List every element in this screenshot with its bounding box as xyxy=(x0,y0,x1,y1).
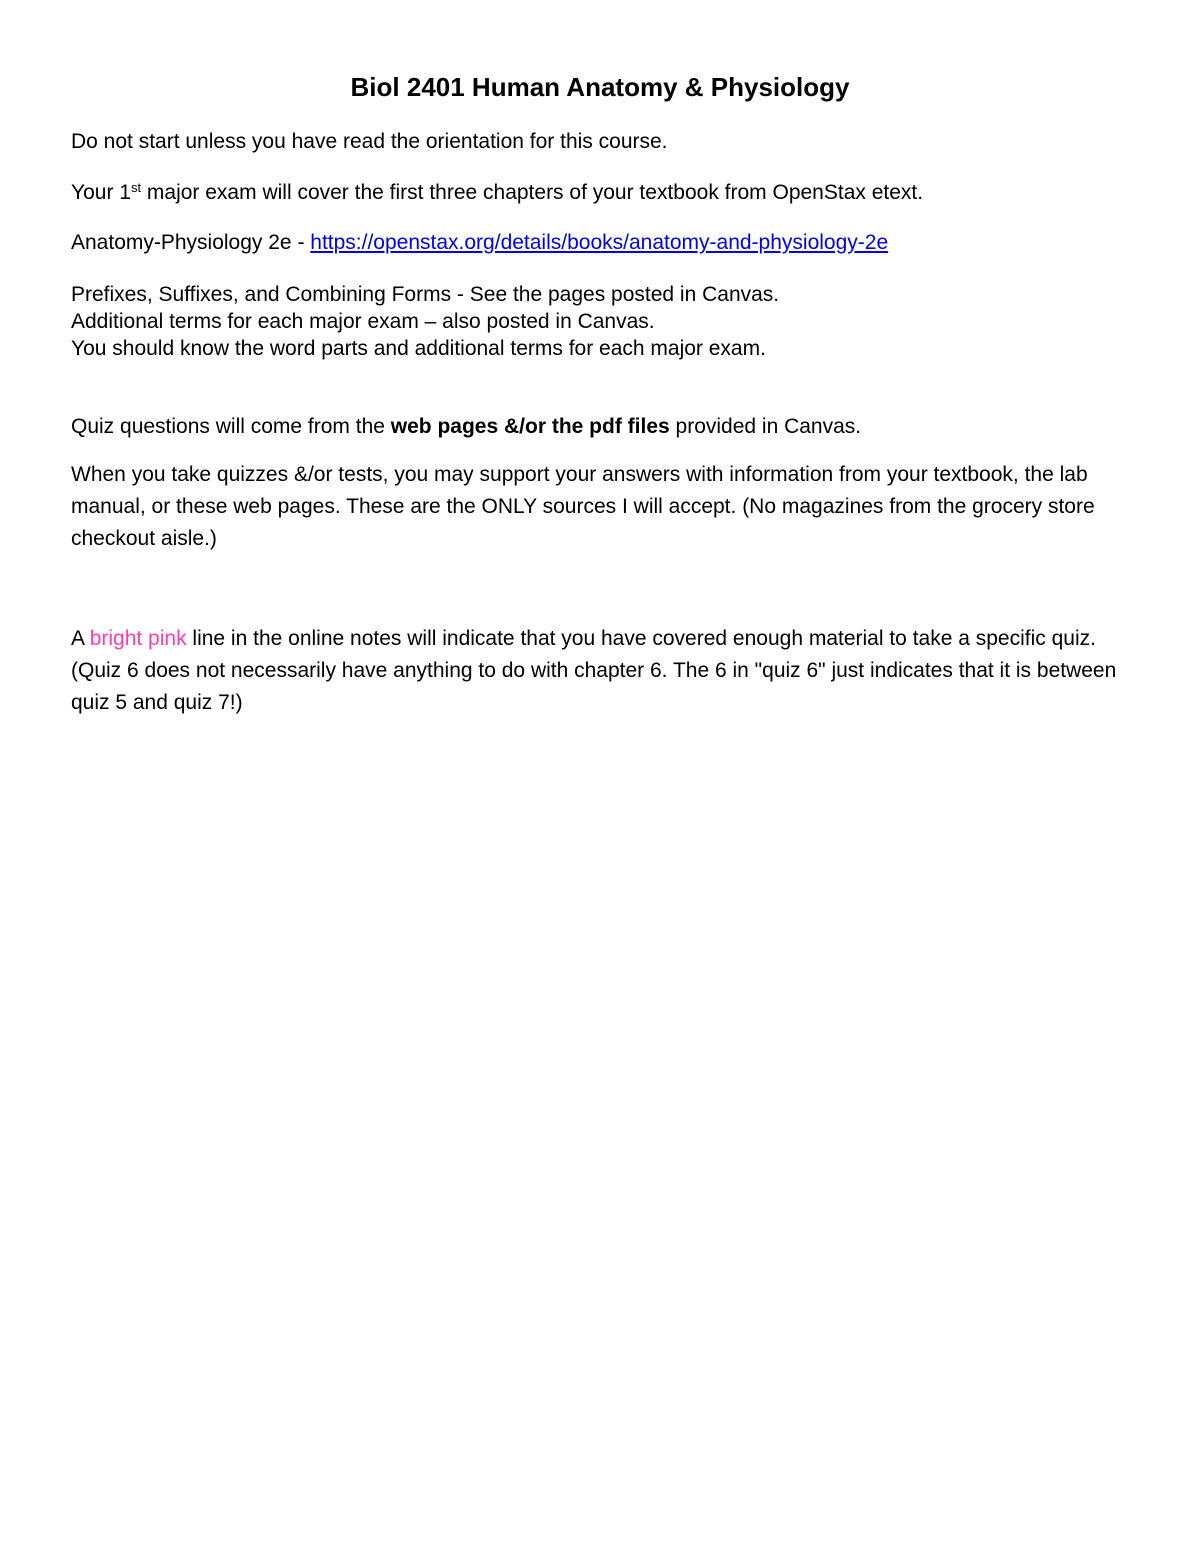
openstax-link[interactable]: https://openstax.org/details/books/anatomy-and-physiology-2e xyxy=(310,231,889,254)
word-parts-line-1: Prefixes, Suffixes, and Combining Forms - See the pages posted in Canvas. xyxy=(71,283,780,306)
word-parts-line-3: You should know the word parts and additional terms for each major exam. xyxy=(71,337,766,360)
exam-text-end: major exam will cover the first three chapters of your textbook from OpenStax etext. xyxy=(141,181,924,204)
quiz-sources-end: provided in Canvas. xyxy=(669,415,862,438)
pink-line-start: A xyxy=(71,627,90,650)
bright-pink-text: bright pink xyxy=(89,627,187,650)
ordinal-superscript: st xyxy=(130,180,142,195)
textbook-label: Anatomy-Physiology 2e - xyxy=(71,231,311,254)
exam-coverage-text xyxy=(71,179,923,206)
pink-line-end: line in the online notes will indicate that you have covered enough material to take a specific quiz. (Quiz 6 does not necessarily have anything to do with chapter 6. The 6 in "quiz 6" just indicates that it is between quiz 5 and quiz 7!) xyxy=(71,627,1117,714)
exam-text-start: Your 1 xyxy=(71,181,131,204)
quiz-sources-bold: web pages &/or the pdf files xyxy=(390,415,670,438)
support-paragraph: When you take quizzes &/or tests, you may support your answers with information from your textbook, the lab manual, or these web pages. These are the ONLY sources I will accept. (No magazines from the grocery store checkout aisle.) xyxy=(71,463,1095,550)
document-title: Biol 2401 Human Anatomy & Physiology xyxy=(350,72,850,102)
quiz-sources-start: Quiz questions will come from the xyxy=(71,415,391,438)
intro-text: Do not start unless you have read the orientation for this course. xyxy=(71,130,668,153)
quiz-sources-text xyxy=(71,413,861,440)
textbook-reference xyxy=(71,229,888,256)
word-parts-line-2: Additional terms for each major exam – also posted in Canvas. xyxy=(71,310,655,333)
pink-line-paragraph xyxy=(71,623,1141,719)
